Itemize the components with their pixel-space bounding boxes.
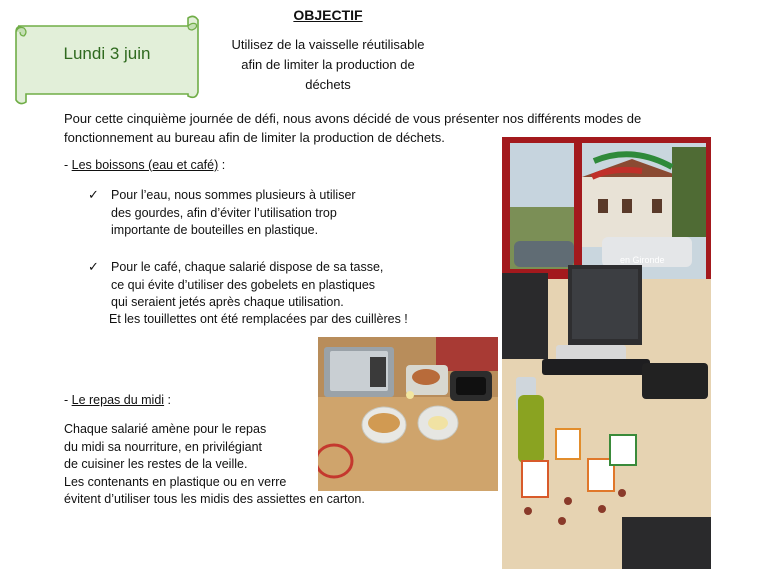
intro-line: Pour cette cinquième journée de défi, nous avons décidé de vous présenter nos différents modes de (64, 111, 642, 126)
subtitle-line: afin de limiter la production de (241, 57, 415, 72)
lunch-heading (64, 392, 171, 410)
check-icon: ✓ (88, 187, 99, 202)
objective-subtitle (210, 35, 446, 95)
water-line: des gourdes, afin d’éviter l’utilisation trop (111, 205, 337, 220)
water-line: Pour l’eau, nous sommes plusieurs à utiliser (111, 188, 356, 202)
page-title: OBJECTIF (293, 7, 363, 23)
stirrer-line: Et les touillettes ont été remplacées par des cuillères ! (109, 312, 408, 326)
lunch-line: du midi sa nourriture, en privilégiant (64, 439, 263, 454)
subtitle-line: Utilisez de la vaisselle réutilisable (231, 37, 425, 52)
lunch-line: évitent d’utiliser tous les midis des assiettes en carton. (64, 492, 365, 506)
date-label: Lundi 3 juin (63, 44, 151, 63)
office-sticker-text: en Gironde (620, 255, 665, 265)
water-paragraph (111, 187, 356, 240)
coffee-paragraph (111, 259, 383, 312)
lunch-line: Chaque salarié amène pour le repas (64, 422, 267, 436)
lunch-line: de cuisiner les restes de la veille. (64, 457, 248, 471)
subtitle-line: déchets (305, 77, 351, 92)
drinks-heading-text: Les boissons (eau et café) (71, 158, 219, 172)
water-line: importante de bouteilles en plastique. (111, 223, 319, 237)
office-photo (502, 137, 711, 569)
intro-line: fonctionnement au bureau afin de limiter la production de déchets. (64, 130, 445, 145)
coffee-line: Pour le café, chaque salarié dispose de sa tasse, (111, 260, 384, 274)
heading-colon: : (164, 393, 172, 407)
lunch-heading-text: Le repas du midi (71, 393, 165, 407)
coffee-line: ce qui évite d’utiliser des gobelets en plastiques (111, 277, 376, 292)
heading-dash: - (64, 158, 72, 172)
lunch-photo (318, 337, 498, 491)
check-icon: ✓ (88, 259, 99, 274)
heading-dash: - (64, 393, 72, 407)
lunch-line: Les contenants en plastique ou en verre (64, 474, 287, 489)
heading-colon: : (218, 158, 226, 172)
drinks-heading (64, 157, 225, 175)
coffee-line: qui seraient jetés après chaque utilisation. (111, 295, 344, 309)
